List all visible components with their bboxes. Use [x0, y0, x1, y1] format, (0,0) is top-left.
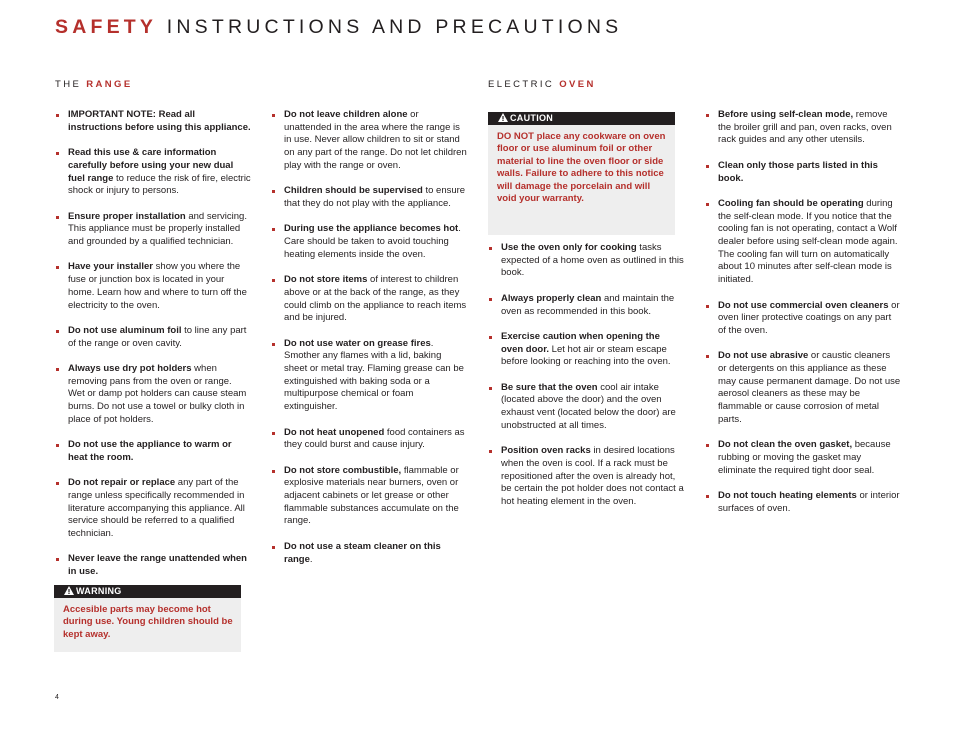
list-item [271, 338, 467, 414]
item-bold-lead: Position oven racks [501, 445, 591, 457]
item-bold-lead: Ensure proper installation [68, 210, 186, 222]
caution-label: CAUTION [510, 113, 554, 123]
item-bold-lead: Do not use abrasive [718, 350, 809, 362]
list-item [271, 427, 467, 452]
list-item [705, 350, 901, 426]
bullet-icon [272, 114, 275, 117]
item-body-text: or oven liner protective coatings on any part of the oven. [718, 299, 900, 336]
list-item [488, 382, 684, 433]
bullet-icon [489, 387, 492, 390]
list-item [55, 439, 251, 464]
item-body-text: in desired locations when the oven is cool. If a rack must be repositioned after the oven is already hot, be certain the pot holder does not contact a hot heating element in the oven. [501, 445, 684, 507]
bullet-icon [56, 558, 59, 561]
item-bold-lead: Before using self-clean mode, [718, 109, 854, 120]
list-item [705, 109, 901, 147]
item-bold-lead: Be sure that the oven [501, 381, 598, 393]
list-item [55, 553, 251, 578]
caution-box-header [488, 112, 675, 125]
item-bold-lead: IMPORTANT NOTE: Read all instructions before using this appliance. [68, 109, 251, 133]
list-item [705, 198, 901, 287]
item-body-text: . Care should be taken to avoid touching heating elements inside the oven. [284, 223, 461, 260]
warning-box [54, 585, 241, 652]
item-body-text: remove the broiler grill and pan, oven racks, oven rack guides and any other utensils. [718, 109, 892, 146]
list-item [705, 300, 901, 338]
bullet-icon [489, 298, 492, 301]
item-bold-lead: Do not use a steam cleaner on this range [284, 540, 441, 565]
bullet-icon [56, 114, 59, 117]
item-body-text: of interest to children above or at the back of the range, as they could climb on the appliance to reach items and be injured. [284, 274, 467, 324]
bullet-icon [706, 165, 709, 168]
oven-column-1 [488, 242, 684, 521]
list-item [705, 160, 901, 185]
item-body-text: to ensure that they do not play with the appliance. [284, 185, 466, 209]
bullet-icon [489, 247, 492, 250]
list-item [55, 325, 251, 350]
item-body-text: to reduce the risk of fire, electric shock or injury to persons. [68, 172, 251, 197]
item-bold-lead: Clean only those parts listed in this book. [718, 159, 878, 184]
item-body-text: . Smother any flames with a lid, baking sheet or metal tray. Flaming grease can be extinguished with baking soda or a multipurpose chemical or foam extinguisher. [284, 337, 464, 413]
item-body-text: or caustic cleaners or detergents on this appliance as these may cause permanent damage. Do not use aerosol cleaners as these may be flammable or cause corrosion of metal parts. [718, 350, 901, 425]
bullet-icon [272, 546, 275, 549]
bullet-icon [272, 470, 275, 473]
item-body-text: when removing pans from the oven or range. Wet or damp pot holders can cause steam burns. Do not use a towel or bulky cloth in place of pot holders. [68, 362, 247, 425]
bullet-icon [56, 152, 59, 155]
oven-section-heading [488, 79, 596, 90]
bullet-icon [706, 444, 709, 447]
page-number: 4 [55, 694, 59, 701]
item-body-text: any part of the range unless specifically recommended in literature accompanying this appliance. All service should be referred to a qualified technician. [68, 477, 245, 540]
caution-box [488, 112, 675, 235]
item-bold-lead: Do not store items [284, 274, 368, 286]
item-body-text: during the self-clean mode. If you notice that the cooling fan is not operating, contact a Wolf dealer before using self-clean mode again. The cooling fan will turn on automatically about 10 minutes after self-clean mode is initiated. [718, 197, 898, 286]
list-item [55, 363, 251, 427]
bullet-icon [56, 266, 59, 269]
item-bold-lead: Do not use commercial oven cleaners [718, 299, 889, 311]
list-item [705, 490, 901, 515]
page-title-accent: SAFETY [55, 16, 158, 38]
list-item [488, 293, 684, 318]
list-item [55, 261, 251, 312]
page-title-rest: INSTRUCTIONS AND PRECAUTIONS [166, 16, 623, 38]
bullet-icon [272, 279, 275, 282]
item-body-text: . [309, 553, 313, 565]
item-bold-lead: Do not use aluminum foil [68, 324, 182, 336]
item-body-text: cool air intake (located above the door) and the oven exhaust vent (located below the door) are unobstructed at all times. [501, 381, 676, 431]
oven-column-2 [705, 109, 901, 528]
caution-triangle-icon [498, 113, 508, 122]
item-bold-lead: Do not leave children alone [284, 109, 408, 120]
list-item [55, 147, 251, 198]
oven-heading-prefix: ELECTRIC [488, 79, 555, 90]
item-bold-lead: Do not repair or replace [68, 477, 176, 489]
range-heading-prefix: THE [55, 79, 82, 90]
item-bold-lead: Always properly clean [501, 292, 602, 304]
list-item [271, 185, 467, 210]
item-body-text: or interior surfaces of oven. [718, 490, 900, 514]
item-body-text: to line any part of the range or oven cavity. [68, 324, 247, 349]
item-body-text: Let hot air or steam escape before looking or reaching into the oven. [501, 343, 671, 368]
list-item [55, 109, 251, 134]
bullet-icon [706, 495, 709, 498]
item-body-text: show you where the fuse or junction box is located in your home. Learn how and where to turn off the electricity to the oven. [68, 261, 247, 311]
bullet-icon [706, 203, 709, 206]
list-item [55, 211, 251, 249]
item-bold-lead: Cooling fan should be operating [718, 197, 864, 209]
item-bold-lead: Exercise caution when opening the oven door. [501, 330, 660, 355]
item-body-text: food containers as they could burst and cause injury. [284, 426, 465, 451]
bullet-icon [489, 336, 492, 339]
warning-text: Accesible parts may become hot during use. Young children should be kept away. [63, 604, 233, 640]
bullet-icon [706, 355, 709, 358]
bullet-icon [56, 330, 59, 333]
item-body-text: flammable or explosive materials near burners, oven or adjacent cabinets or let grease or other flammable substances accumulate on the range. [284, 464, 459, 527]
list-item [488, 331, 684, 369]
item-bold-lead: Never leave the range unattended when in use. [68, 553, 247, 578]
item-bold-lead: Do not heat unopened [284, 426, 385, 438]
bullet-icon [489, 450, 492, 453]
list-item [488, 445, 684, 509]
warning-box-header [54, 585, 241, 598]
range-heading-accent: RANGE [86, 79, 133, 90]
item-bold-lead: During use the appliance becomes hot [284, 223, 459, 235]
item-bold-lead: Do not store combustible, [284, 464, 402, 476]
item-bold-lead: Read this use & care information carefully before using your new dual fuel range [68, 147, 234, 184]
range-section-heading [55, 79, 133, 90]
oven-heading-accent: OVEN [559, 79, 596, 90]
list-item [271, 274, 467, 325]
item-body-text: and servicing. This appliance must be properly installed and grounded by a qualified technician. [68, 210, 247, 247]
item-bold-lead: Use the oven only for cooking [501, 242, 637, 253]
item-bold-lead: Do not clean the oven gasket, [718, 439, 853, 451]
list-item [271, 223, 467, 261]
item-bold-lead: Do not use the appliance to warm or heat the room. [68, 439, 232, 463]
list-item [271, 541, 467, 566]
item-body-text: or unattended in the area where the range is in use. Never allow children to sit or stand on any part of the range. Do not let children play with the range or oven. [284, 109, 467, 171]
bullet-icon [272, 228, 275, 231]
caution-text: DO NOT place any cookware on oven floor or use aluminum foil or other material to line the oven floor or side walls. Failure to adhere to this notice will damage the porcelain and will void your warranty. [497, 131, 666, 205]
bullet-icon [272, 343, 275, 346]
page-title [55, 16, 622, 39]
warning-label: WARNING [76, 586, 122, 596]
list-item [271, 109, 467, 173]
list-item [488, 242, 684, 280]
warning-triangle-icon [64, 586, 74, 595]
item-body-text: tasks expected of a home oven as outlined in this book. [501, 242, 684, 279]
bullet-icon [272, 432, 275, 435]
bullet-icon [706, 114, 709, 117]
item-bold-lead: Children should be supervised [284, 185, 423, 197]
item-body-text: and maintain the oven as recommended in this book. [501, 292, 675, 317]
bullet-icon [706, 305, 709, 308]
list-item [705, 439, 901, 477]
bullet-icon [56, 482, 59, 485]
bullet-icon [56, 444, 59, 447]
item-bold-lead: Have your installer [68, 261, 154, 273]
item-bold-lead: Do not use water on grease fires [284, 337, 431, 349]
item-bold-lead: Do not touch heating elements [718, 490, 857, 501]
list-item [55, 477, 251, 541]
bullet-icon [56, 368, 59, 371]
bullet-icon [272, 190, 275, 193]
item-bold-lead: Always use dry pot holders [68, 362, 192, 374]
bullet-icon [56, 216, 59, 219]
item-body-text: because rubbing or moving the gasket may eliminate the required tight door seal. [718, 439, 891, 476]
range-column-1 [55, 109, 251, 592]
range-column-2 [271, 109, 467, 579]
list-item [271, 465, 467, 529]
